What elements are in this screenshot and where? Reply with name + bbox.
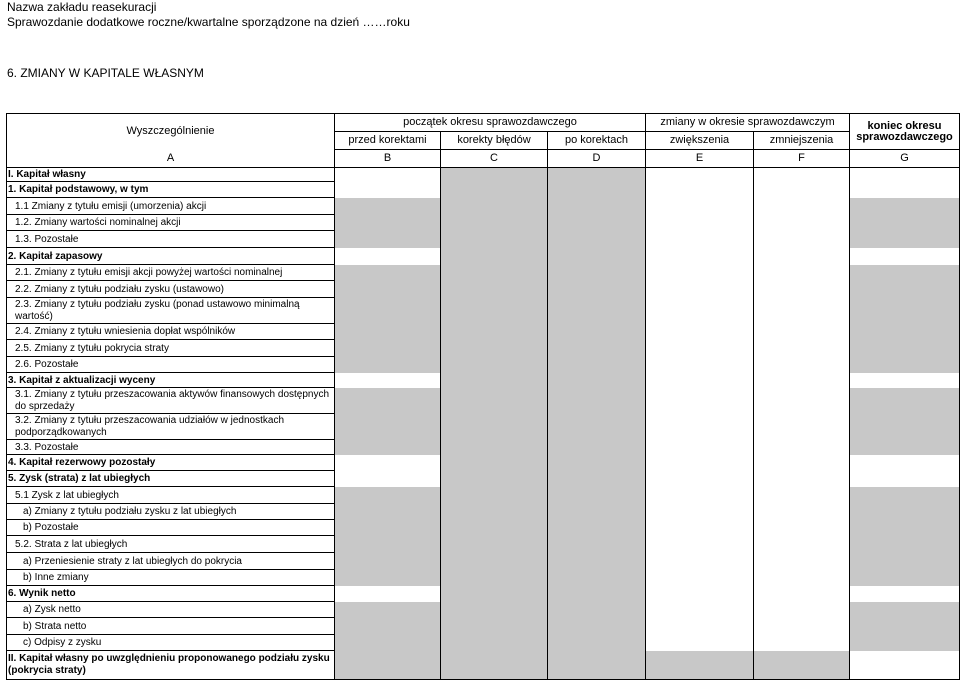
value-cell[interactable]: [754, 471, 850, 487]
col-letter: C: [441, 150, 548, 168]
value-cell[interactable]: [754, 520, 850, 536]
value-cell[interactable]: [441, 281, 548, 298]
value-cell[interactable]: [850, 414, 960, 440]
value-cell[interactable]: [754, 388, 850, 414]
value-cell[interactable]: [646, 635, 754, 651]
row-label: 5. Zysk (strata) z lat ubiegłych: [7, 471, 335, 487]
row-label: 2.3. Zmiany z tytułu podziału zysku (ponad ustawowo minimalną wartość): [7, 298, 335, 324]
value-cell[interactable]: [850, 651, 960, 680]
value-cell[interactable]: [850, 553, 960, 570]
value-cell[interactable]: [754, 248, 850, 265]
value-cell[interactable]: [754, 553, 850, 570]
row-label: 2.1. Zmiany z tytułu emisji akcji powyżej wartości nominalnej: [7, 265, 335, 281]
value-cell[interactable]: [754, 586, 850, 602]
table-row: [7, 414, 960, 440]
value-cell[interactable]: [548, 536, 646, 553]
value-cell[interactable]: [548, 340, 646, 357]
table-row: [7, 635, 960, 651]
value-cell[interactable]: [335, 440, 441, 455]
table-row: [7, 298, 960, 324]
value-cell[interactable]: [548, 298, 646, 324]
value-cell[interactable]: [441, 618, 548, 635]
value-cell[interactable]: [850, 455, 960, 471]
row-label: 3. Kapitał z aktualizacji wyceny: [7, 373, 335, 388]
report-title: Sprawozdanie dodatkowe roczne/kwartalne sporządzone na dzień ……roku: [7, 15, 410, 29]
value-cell[interactable]: [335, 635, 441, 651]
value-cell[interactable]: [850, 248, 960, 265]
value-cell[interactable]: [441, 440, 548, 455]
value-cell[interactable]: [441, 570, 548, 586]
col-header-decrease: zmniejszenia: [754, 132, 850, 150]
value-cell[interactable]: [335, 618, 441, 635]
value-cell[interactable]: [441, 414, 548, 440]
value-cell[interactable]: [441, 471, 548, 487]
value-cell[interactable]: [441, 298, 548, 324]
value-cell[interactable]: [335, 373, 441, 388]
col-header-wyszczegolnienie: Wyszczególnienie: [7, 114, 335, 150]
value-cell[interactable]: [850, 168, 960, 182]
value-cell[interactable]: [548, 324, 646, 340]
value-cell[interactable]: [335, 357, 441, 373]
row-label: 2. Kapitał zapasowy: [7, 248, 335, 265]
value-cell[interactable]: [441, 651, 548, 680]
col-letter: E: [646, 150, 754, 168]
row-label: a) Przeniesienie straty z lat ubiegłych do pokrycia: [7, 553, 335, 570]
row-label: 1. Kapitał podstawowy, w tym: [7, 182, 335, 198]
value-cell[interactable]: [646, 602, 754, 618]
value-cell[interactable]: [548, 602, 646, 618]
value-cell[interactable]: [646, 298, 754, 324]
value-cell[interactable]: [754, 198, 850, 215]
value-cell[interactable]: [754, 618, 850, 635]
value-cell[interactable]: [754, 440, 850, 455]
value-cell[interactable]: [646, 373, 754, 388]
value-cell[interactable]: [850, 618, 960, 635]
value-cell[interactable]: [754, 602, 850, 618]
value-cell[interactable]: [335, 248, 441, 265]
col-group-start: początek okresu sprawozdawczego: [335, 114, 646, 132]
value-cell[interactable]: [850, 388, 960, 414]
table-row: [7, 388, 960, 414]
value-cell[interactable]: [850, 265, 960, 281]
table-row: [7, 340, 960, 357]
value-cell[interactable]: [548, 570, 646, 586]
value-cell[interactable]: [754, 324, 850, 340]
col-letter: G: [850, 150, 960, 168]
value-cell[interactable]: [646, 168, 754, 182]
value-cell[interactable]: [335, 536, 441, 553]
value-cell[interactable]: [441, 265, 548, 281]
value-cell[interactable]: [850, 536, 960, 553]
value-cell[interactable]: [335, 182, 441, 198]
table-row: [7, 618, 960, 635]
value-cell[interactable]: [850, 215, 960, 231]
col-header-errors: korekty błędów: [441, 132, 548, 150]
value-cell[interactable]: [646, 471, 754, 487]
value-cell[interactable]: [548, 471, 646, 487]
value-cell[interactable]: [646, 553, 754, 570]
value-cell[interactable]: [335, 570, 441, 586]
value-cell[interactable]: [548, 586, 646, 602]
value-cell[interactable]: [646, 248, 754, 265]
value-cell[interactable]: [335, 487, 441, 504]
value-cell[interactable]: [441, 602, 548, 618]
table-row: [7, 440, 960, 455]
value-cell[interactable]: [335, 586, 441, 602]
col-letter: D: [548, 150, 646, 168]
value-cell[interactable]: [754, 231, 850, 248]
value-cell[interactable]: [548, 388, 646, 414]
value-cell[interactable]: [548, 651, 646, 680]
value-cell[interactable]: [441, 373, 548, 388]
value-cell[interactable]: [548, 504, 646, 520]
row-label: 1.2. Zmiany wartości nominalnej akcji: [7, 215, 335, 231]
row-label: b) Strata netto: [7, 618, 335, 635]
value-cell[interactable]: [850, 357, 960, 373]
table-row: [7, 215, 960, 231]
row-label: I. Kapitał własny: [7, 168, 335, 182]
value-cell[interactable]: [754, 373, 850, 388]
value-cell[interactable]: [335, 265, 441, 281]
value-cell[interactable]: [850, 298, 960, 324]
value-cell[interactable]: [754, 455, 850, 471]
value-cell[interactable]: [754, 340, 850, 357]
value-cell[interactable]: [548, 182, 646, 198]
table-row: [7, 248, 960, 265]
value-cell[interactable]: [548, 215, 646, 231]
value-cell[interactable]: [335, 168, 441, 182]
value-cell[interactable]: [441, 357, 548, 373]
value-cell[interactable]: [441, 182, 548, 198]
value-cell[interactable]: [850, 340, 960, 357]
value-cell[interactable]: [754, 298, 850, 324]
value-cell[interactable]: [441, 231, 548, 248]
row-label: II. Kapitał własny po uwzględnieniu proponowanego podziału zysku (pokrycia straty): [7, 651, 335, 680]
value-cell[interactable]: [548, 198, 646, 215]
table-row: [7, 198, 960, 215]
value-cell[interactable]: [850, 504, 960, 520]
value-cell[interactable]: [646, 536, 754, 553]
value-cell[interactable]: [646, 182, 754, 198]
value-cell[interactable]: [548, 487, 646, 504]
value-cell[interactable]: [548, 618, 646, 635]
value-cell[interactable]: [646, 455, 754, 471]
value-cell[interactable]: [646, 487, 754, 504]
row-label: 4. Kapitał rezerwowy pozostały: [7, 455, 335, 471]
table-row: [7, 586, 960, 602]
value-cell[interactable]: [646, 618, 754, 635]
row-label: 1.1 Zmiany z tytułu emisji (umorzenia) akcji: [7, 198, 335, 215]
value-cell[interactable]: [548, 357, 646, 373]
table-body: [7, 168, 960, 680]
value-cell[interactable]: [754, 357, 850, 373]
value-cell[interactable]: [850, 471, 960, 487]
table-row: [7, 570, 960, 586]
value-cell[interactable]: [850, 602, 960, 618]
value-cell[interactable]: [335, 198, 441, 215]
value-cell[interactable]: [548, 265, 646, 281]
value-cell[interactable]: [646, 231, 754, 248]
value-cell[interactable]: [646, 324, 754, 340]
table-row: [7, 520, 960, 536]
section-title: 6. ZMIANY W KAPITALE WŁASNYM: [7, 66, 204, 80]
value-cell[interactable]: [646, 586, 754, 602]
value-cell[interactable]: [646, 357, 754, 373]
value-cell[interactable]: [754, 570, 850, 586]
value-cell[interactable]: [646, 198, 754, 215]
col-letter: F: [754, 150, 850, 168]
value-cell[interactable]: [548, 248, 646, 265]
row-label: c) Odpisy z zysku: [7, 635, 335, 651]
value-cell[interactable]: [548, 414, 646, 440]
value-cell[interactable]: [441, 215, 548, 231]
value-cell[interactable]: [441, 520, 548, 536]
value-cell[interactable]: [335, 388, 441, 414]
col-header-after: po korektach: [548, 132, 646, 150]
value-cell[interactable]: [850, 182, 960, 198]
value-cell[interactable]: [850, 586, 960, 602]
value-cell[interactable]: [548, 635, 646, 651]
value-cell[interactable]: [754, 414, 850, 440]
table-row: [7, 504, 960, 520]
value-cell[interactable]: [548, 281, 646, 298]
row-label: 5.1 Zysk z lat ubiegłych: [7, 487, 335, 504]
company-name: Nazwa zakładu reasekuracji: [7, 0, 157, 14]
value-cell[interactable]: [646, 265, 754, 281]
value-cell[interactable]: [646, 651, 754, 680]
value-cell[interactable]: [548, 231, 646, 248]
value-cell[interactable]: [646, 215, 754, 231]
table-row: [7, 182, 960, 198]
value-cell[interactable]: [646, 388, 754, 414]
value-cell[interactable]: [850, 570, 960, 586]
value-cell[interactable]: [441, 635, 548, 651]
value-cell[interactable]: [441, 504, 548, 520]
value-cell[interactable]: [850, 281, 960, 298]
value-cell[interactable]: [441, 198, 548, 215]
value-cell[interactable]: [754, 215, 850, 231]
row-label: 5.2. Strata z lat ubiegłych: [7, 536, 335, 553]
row-label: 1.3. Pozostałe: [7, 231, 335, 248]
value-cell[interactable]: [335, 215, 441, 231]
table-row: [7, 536, 960, 553]
value-cell[interactable]: [335, 504, 441, 520]
value-cell[interactable]: [548, 440, 646, 455]
value-cell[interactable]: [335, 471, 441, 487]
value-cell[interactable]: [441, 487, 548, 504]
value-cell[interactable]: [646, 281, 754, 298]
table-row: [7, 651, 960, 680]
value-cell[interactable]: [335, 414, 441, 440]
value-cell[interactable]: [335, 298, 441, 324]
value-cell[interactable]: [548, 553, 646, 570]
value-cell[interactable]: [335, 231, 441, 248]
value-cell[interactable]: [850, 198, 960, 215]
value-cell[interactable]: [754, 265, 850, 281]
col-header-before: przed korektami: [335, 132, 441, 150]
value-cell[interactable]: [754, 487, 850, 504]
row-label: 2.2. Zmiany z tytułu podziału zysku (ustawowo): [7, 281, 335, 298]
value-cell[interactable]: [441, 340, 548, 357]
value-cell[interactable]: [850, 487, 960, 504]
value-cell[interactable]: [646, 570, 754, 586]
row-label: 6. Wynik netto: [7, 586, 335, 602]
value-cell[interactable]: [646, 520, 754, 536]
value-cell[interactable]: [335, 455, 441, 471]
value-cell[interactable]: [754, 182, 850, 198]
col-letter: A: [7, 150, 335, 168]
value-cell[interactable]: [850, 440, 960, 455]
row-label: b) Pozostałe: [7, 520, 335, 536]
table-row: [7, 281, 960, 298]
table-row: [7, 265, 960, 281]
row-label: 3.1. Zmiany z tytułu przeszacowania aktywów finansowych dostępnych do sprzedaży: [7, 388, 335, 414]
table-row: [7, 487, 960, 504]
value-cell[interactable]: [754, 168, 850, 182]
value-cell[interactable]: [441, 536, 548, 553]
value-cell[interactable]: [548, 373, 646, 388]
value-cell[interactable]: [548, 455, 646, 471]
value-cell[interactable]: [441, 553, 548, 570]
value-cell[interactable]: [441, 168, 548, 182]
row-label: 2.6. Pozostałe: [7, 357, 335, 373]
value-cell[interactable]: [754, 504, 850, 520]
value-cell[interactable]: [850, 324, 960, 340]
table-row: [7, 455, 960, 471]
value-cell[interactable]: [441, 248, 548, 265]
value-cell[interactable]: [335, 520, 441, 536]
value-cell[interactable]: [335, 651, 441, 680]
value-cell[interactable]: [646, 504, 754, 520]
value-cell[interactable]: [646, 414, 754, 440]
value-cell[interactable]: [441, 586, 548, 602]
value-cell[interactable]: [754, 536, 850, 553]
value-cell[interactable]: [754, 281, 850, 298]
row-label: 3.3. Pozostałe: [7, 440, 335, 455]
value-cell[interactable]: [335, 324, 441, 340]
row-label: 3.2. Zmiany z tytułu przeszacowania udziałów w jednostkach podporządkowanych: [7, 414, 335, 440]
col-group-changes: zmiany w okresie sprawozdawczym: [646, 114, 850, 132]
row-label: b) Inne zmiany: [7, 570, 335, 586]
table-row: [7, 553, 960, 570]
table-row: [7, 373, 960, 388]
table-row: [7, 168, 960, 182]
value-cell[interactable]: [335, 340, 441, 357]
table-row: [7, 357, 960, 373]
value-cell[interactable]: [646, 340, 754, 357]
value-cell[interactable]: [548, 520, 646, 536]
value-cell[interactable]: [441, 324, 548, 340]
row-label: a) Zysk netto: [7, 602, 335, 618]
value-cell[interactable]: [646, 440, 754, 455]
table-row: [7, 602, 960, 618]
value-cell[interactable]: [335, 553, 441, 570]
col-letter: B: [335, 150, 441, 168]
value-cell[interactable]: [850, 635, 960, 651]
value-cell[interactable]: [441, 388, 548, 414]
value-cell[interactable]: [754, 635, 850, 651]
col-header-end: koniec okresu sprawozdawczego: [850, 114, 960, 150]
row-label: 2.5. Zmiany z tytułu pokrycia straty: [7, 340, 335, 357]
value-cell[interactable]: [335, 602, 441, 618]
row-label: 2.4. Zmiany z tytułu wniesienia dopłat wspólników: [7, 324, 335, 340]
table-row: [7, 324, 960, 340]
value-cell[interactable]: [850, 373, 960, 388]
row-label: a) Zmiany z tytułu podziału zysku z lat ubiegłych: [7, 504, 335, 520]
col-header-increase: zwiększenia: [646, 132, 754, 150]
equity-changes-table: [6, 113, 960, 680]
value-cell[interactable]: [850, 231, 960, 248]
value-cell[interactable]: [850, 520, 960, 536]
table-row: [7, 231, 960, 248]
value-cell[interactable]: [335, 281, 441, 298]
value-cell[interactable]: [441, 455, 548, 471]
table-row: [7, 471, 960, 487]
value-cell[interactable]: [548, 168, 646, 182]
value-cell[interactable]: [754, 651, 850, 680]
